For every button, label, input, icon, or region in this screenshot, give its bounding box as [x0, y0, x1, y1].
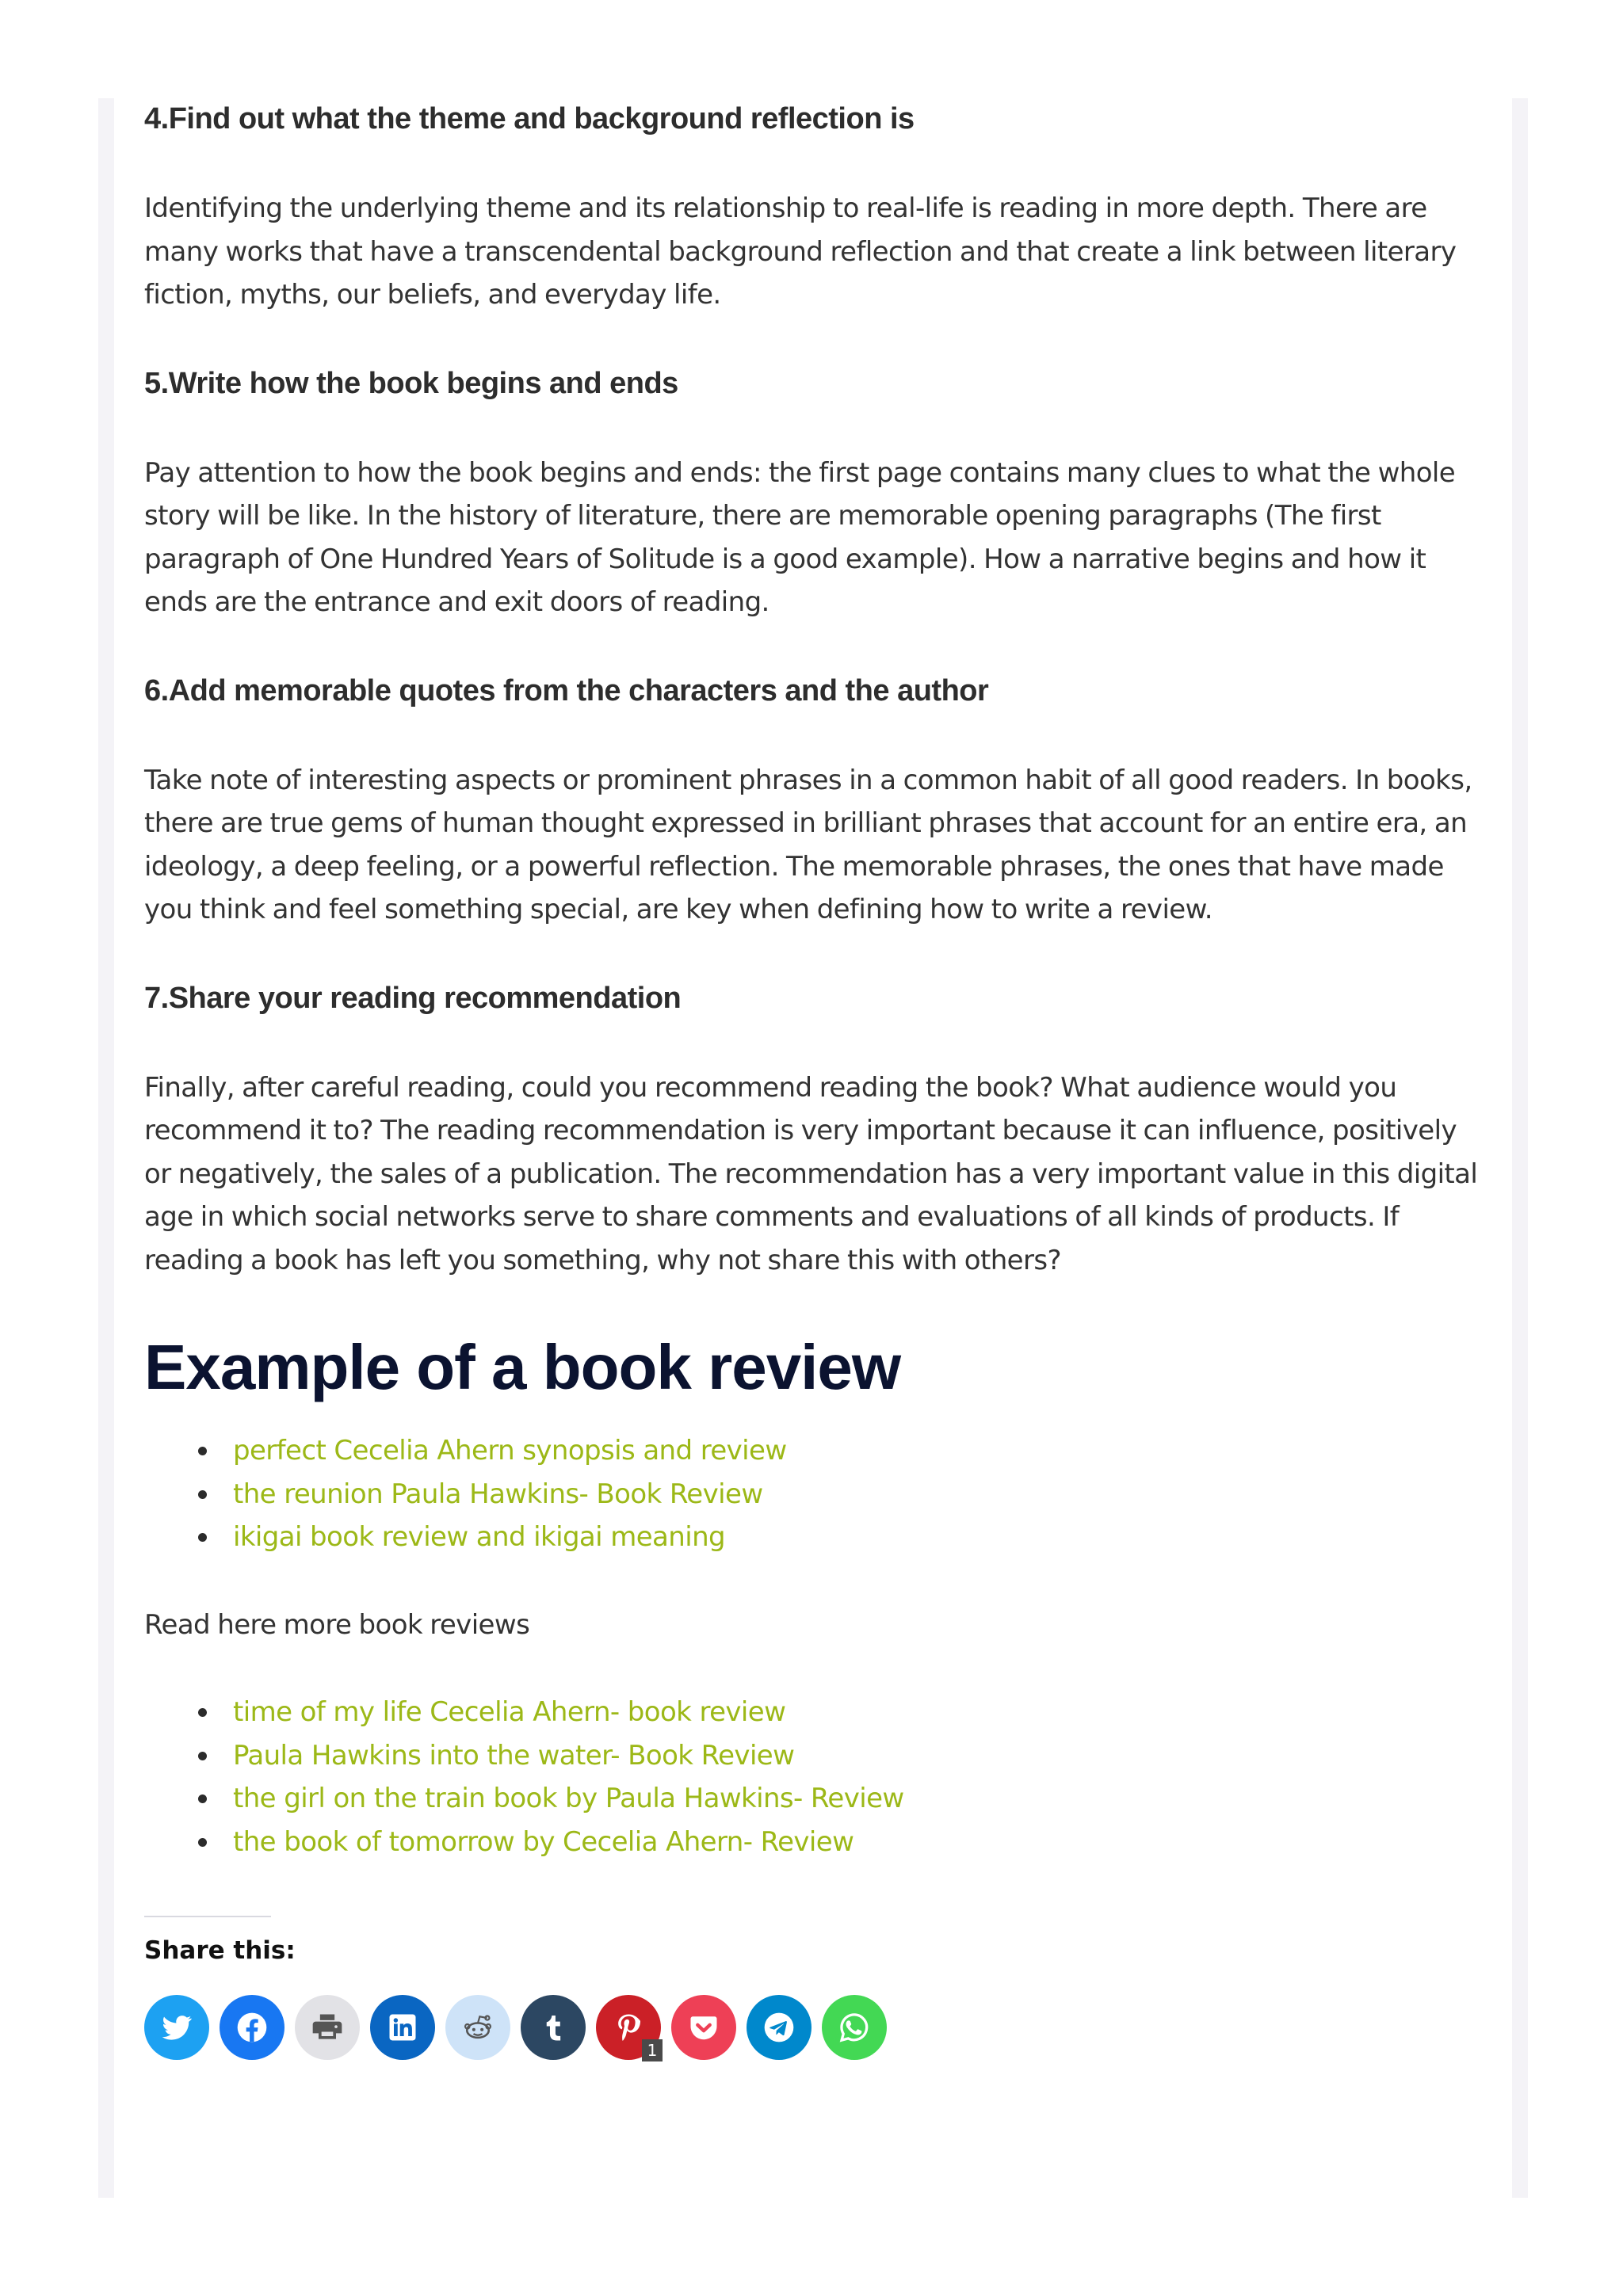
review-link[interactable]: the book of tomorrow by Cecelia Ahern- Review	[233, 1825, 854, 1858]
print-icon	[310, 2010, 345, 2045]
pinterest-share-count: 1	[642, 2039, 663, 2061]
paragraph-line: Finally, after careful reading, could you recommend reading the book? What audience would you	[144, 1071, 1397, 1104]
list-item	[233, 1429, 1491, 1473]
tumblr-share-button[interactable]	[521, 1995, 586, 2060]
section-heading-6: 6.Add memorable quotes from the characters and the author	[144, 673, 989, 707]
list-item	[233, 1516, 1491, 1559]
review-link[interactable]: the reunion Paula Hawkins- Book Review	[233, 1478, 763, 1510]
pocket-icon	[686, 2010, 721, 2045]
section-paragraph-5	[144, 452, 1491, 624]
paragraph-line: Identifying the underlying theme and its relationship to real-life is reading in more depth. There are	[144, 193, 1427, 224]
section-paragraph-4	[144, 187, 1491, 317]
pinterest-share-button[interactable]	[596, 1995, 661, 2060]
section-paragraph-7	[144, 1066, 1491, 1283]
list-item	[233, 1691, 1491, 1734]
twitter-share-button[interactable]	[144, 1995, 209, 2060]
share-title: Share this:	[144, 1936, 296, 1965]
paragraph-line: you think and feel something special, are key when defining how to write a review.	[144, 894, 1212, 925]
facebook-icon	[235, 2010, 269, 2045]
paragraph-line: or negatively, the sales of a publication. The recommendation has a very important value in this digital	[144, 1158, 1478, 1190]
telegram-icon	[762, 2010, 796, 2045]
section-heading-7: 7.Share your reading recommendation	[144, 981, 682, 1015]
review-link[interactable]: Paula Hawkins into the water- Book Review	[233, 1739, 795, 1772]
linkedin-icon	[385, 2010, 420, 2045]
example-links-list	[144, 1429, 1491, 1559]
linkedin-share-button[interactable]	[370, 1995, 435, 2060]
review-link[interactable]: ikigai book review and ikigai meaning	[233, 1521, 726, 1553]
review-link[interactable]: perfect Cecelia Ahern synopsis and review	[233, 1435, 787, 1466]
twitter-icon	[159, 2010, 194, 2045]
paragraph-line: Take note of interesting aspects or prominent phrases in a common habit of all good readers. In books,	[144, 764, 1472, 796]
paragraph-line: story will be like. In the history of literature, there are memorable opening paragraphs (The first	[144, 500, 1381, 532]
paragraph-line: there are true gems of human thought expressed in brilliant phrases that account for an entire era, an	[144, 807, 1468, 839]
pinterest-icon	[611, 2010, 646, 2045]
paragraph-line: fiction, myths, our beliefs, and everyday life.	[144, 279, 721, 311]
section-heading-5: 5.Write how the book begins and ends	[144, 366, 678, 400]
review-link[interactable]: the girl on the train book by Paula Hawkins- Review	[233, 1783, 904, 1814]
example-heading: Example of a book review	[144, 1332, 901, 1402]
list-item	[233, 1821, 1491, 1864]
page-side-strip-left	[98, 98, 114, 2198]
share-buttons	[144, 1995, 1491, 2060]
whatsapp-share-button[interactable]	[822, 1995, 887, 2060]
print-share-button[interactable]	[295, 1995, 360, 2060]
paragraph-line: paragraph of One Hundred Years of Solitude is a good example). How a narrative begins and how it	[144, 543, 1426, 575]
more-reviews-text: Read here more book reviews	[144, 1608, 530, 1641]
more-links-list	[144, 1691, 1491, 1863]
article-content	[144, 97, 1491, 2060]
paragraph-line: ideology, a deep feeling, or a powerful reflection. The memorable phrases, the ones that have made	[144, 850, 1444, 883]
paragraph-line: reading a book has left you something, why not share this with others?	[144, 1244, 1061, 1276]
whatsapp-icon	[837, 2010, 872, 2045]
facebook-share-button[interactable]	[220, 1995, 285, 2060]
paragraph-line: age in which social networks serve to share comments and evaluations of all kinds of products. If	[144, 1201, 1400, 1233]
list-item	[233, 1777, 1491, 1821]
paragraph-line: many works that have a transcendental background reflection and that create a link between literary	[144, 235, 1457, 268]
paragraph-line: recommend it to? The reading recommendation is very important because it can influence, positively	[144, 1115, 1457, 1146]
page-side-strip-right	[1512, 98, 1528, 2198]
pocket-share-button[interactable]	[671, 1995, 736, 2060]
reddit-icon	[460, 2010, 495, 2045]
paragraph-line: Pay attention to how the book begins and ends: the first page contains many clues to what the whole	[144, 456, 1456, 489]
section-paragraph-6	[144, 759, 1491, 932]
review-link[interactable]: time of my life Cecelia Ahern- book review	[233, 1696, 786, 1728]
list-item	[233, 1734, 1491, 1778]
paragraph-line: ends are the entrance and exit doors of reading.	[144, 586, 769, 618]
list-item	[233, 1473, 1491, 1516]
telegram-share-button[interactable]	[747, 1995, 812, 2060]
tumblr-icon	[536, 2010, 571, 2045]
reddit-share-button[interactable]	[445, 1995, 510, 2060]
section-heading-4: 4.Find out what the theme and background reflection is	[144, 102, 915, 135]
